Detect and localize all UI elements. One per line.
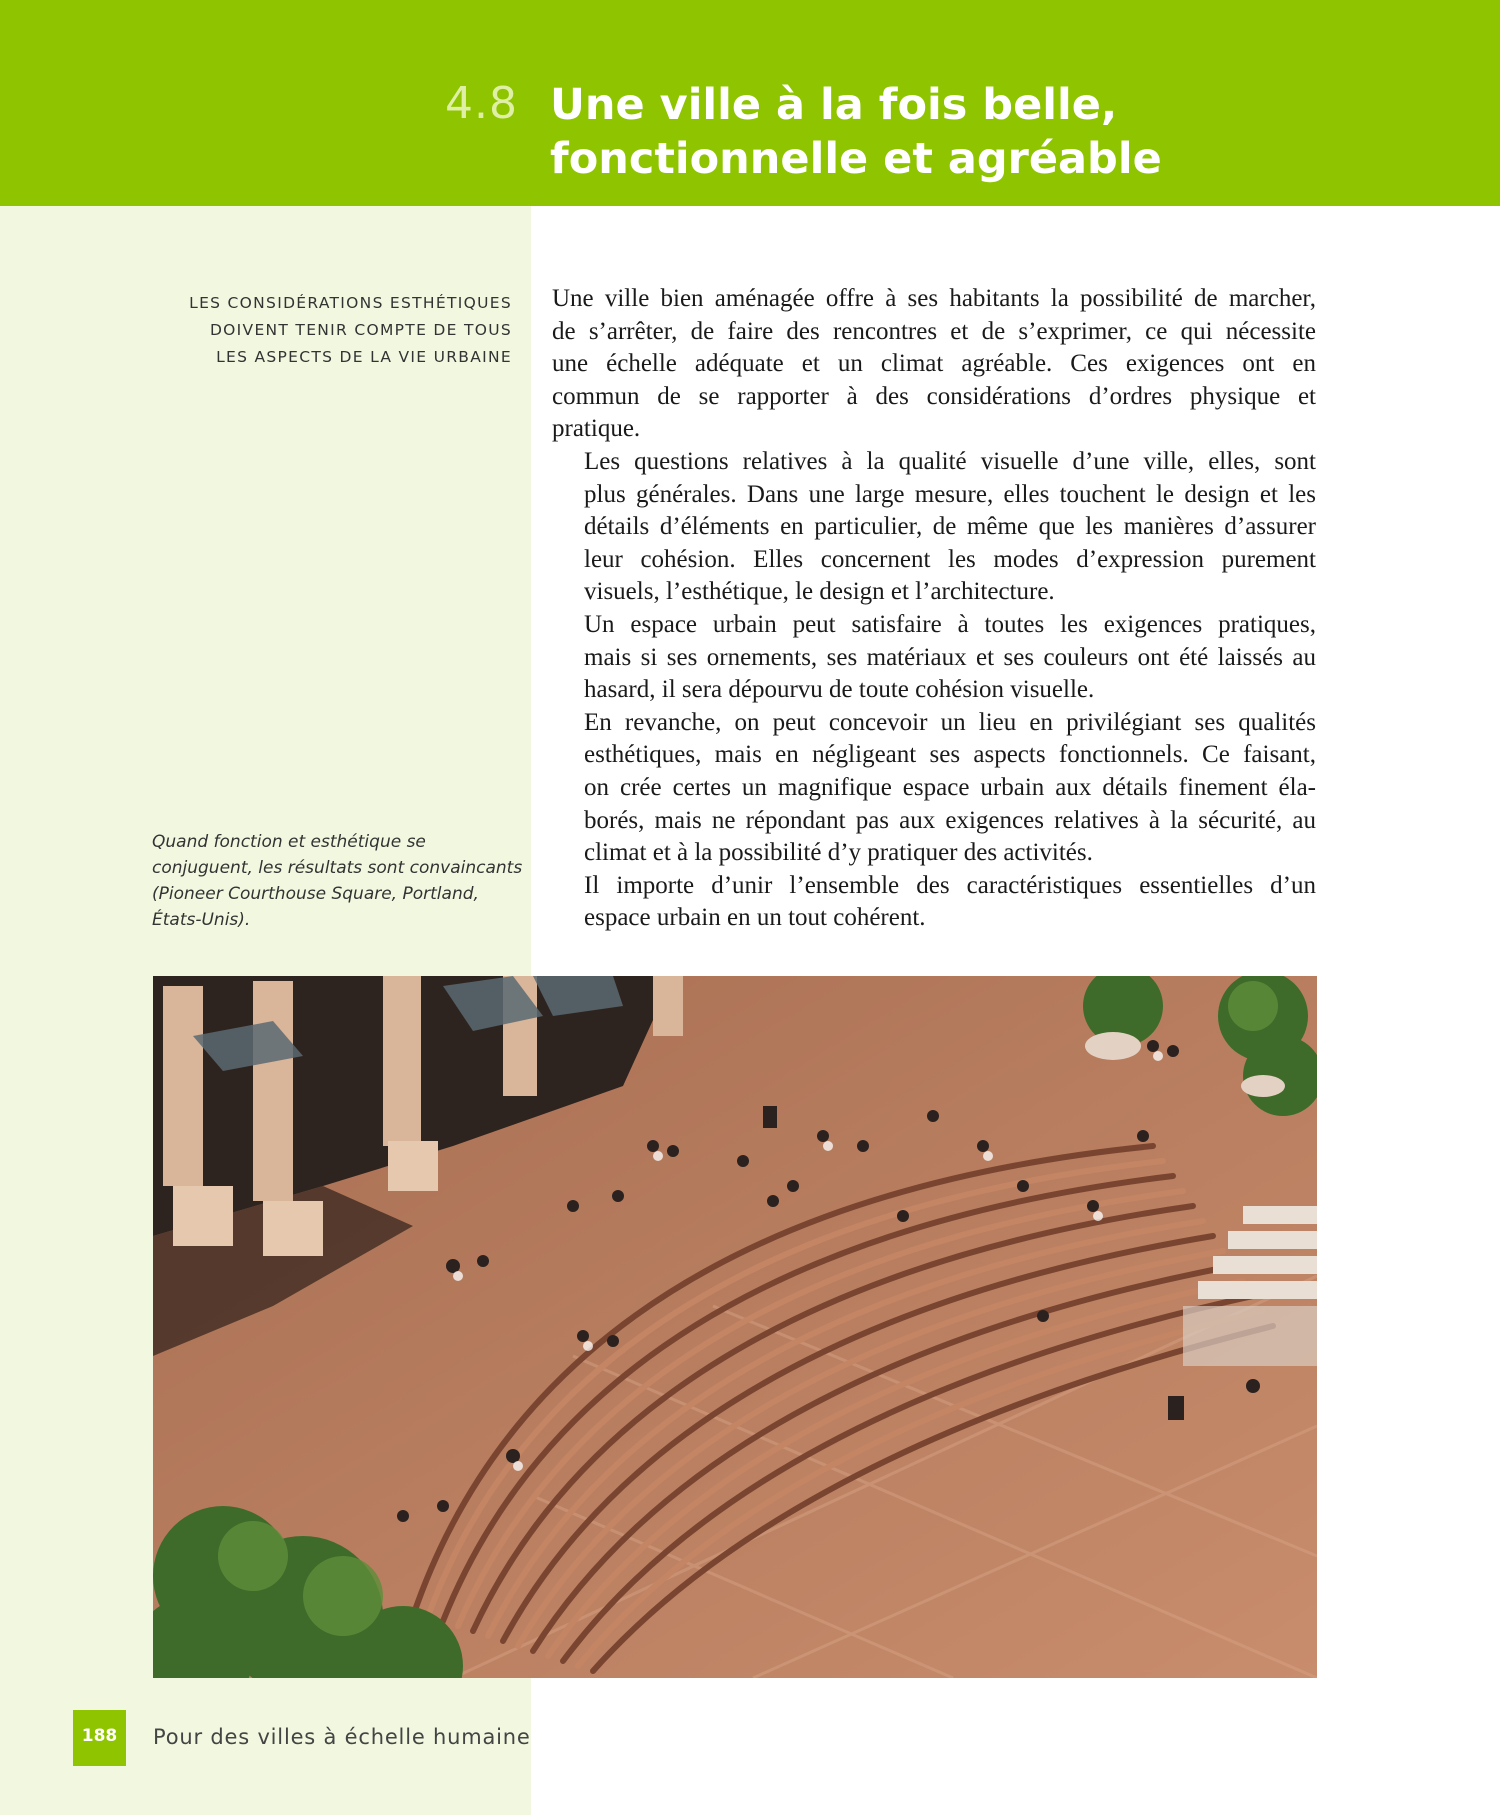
photo-caption bbox=[152, 829, 522, 933]
body-text bbox=[552, 283, 1316, 935]
sidenote bbox=[150, 290, 512, 371]
caption-line: États-Unis). bbox=[152, 910, 251, 930]
paragraph bbox=[552, 870, 1316, 935]
text-line: mais si ses ornements, ses matériaux et ses couleurs ont été laissés au bbox=[584, 643, 1316, 671]
paragraph bbox=[552, 446, 1316, 609]
text-line: détails d’éléments en particulier, de même que les manières d’assurer bbox=[584, 513, 1316, 541]
paragraph bbox=[552, 609, 1316, 707]
text-line: Les questions relatives à la qualité visuelle d’une ville, elles, sont bbox=[584, 447, 1316, 475]
sidenote-line: LES CONSIDÉRATIONS ESTHÉTIQUES bbox=[189, 294, 512, 312]
plaza-photo bbox=[153, 976, 1317, 1678]
text-line: plus générales. Dans une large mesure, elles touchent le design et les bbox=[584, 480, 1316, 508]
paragraph bbox=[552, 707, 1316, 870]
sidenote-line: DOIVENT TENIR COMPTE DE TOUS bbox=[209, 321, 512, 339]
text-line: Un espace urbain peut satisfaire à toutes les exigences pratiques, bbox=[584, 610, 1316, 638]
text-line: hasard, il sera dépourvu de toute cohésion visuelle. bbox=[584, 676, 1095, 704]
chapter-title-line: Une ville à la fois belle, bbox=[550, 80, 1118, 130]
caption-line: Quand fonction et esthétique se bbox=[152, 832, 426, 852]
plaza-illustration bbox=[153, 976, 1317, 1678]
text-line: commun de se rapporter à des considérations d’ordres physique et bbox=[552, 382, 1316, 410]
page-number-badge bbox=[73, 1710, 126, 1766]
text-line: climat et à la possibilité d’y pratiquer des activités. bbox=[584, 839, 1093, 867]
chapter-number: 4.8 bbox=[445, 78, 518, 129]
text-line: esthétiques, mais en négligeant ses aspects fonctionnels. Ce faisant, bbox=[584, 741, 1316, 769]
chapter-title bbox=[550, 78, 1162, 186]
text-line: Une ville bien aménagée offre à ses habitants la possibilité de marcher, bbox=[552, 285, 1316, 312]
page-number: 188 bbox=[81, 1726, 118, 1746]
text-line: leur cohésion. Elles concernent les modes d’expression purement bbox=[584, 545, 1316, 573]
text-line: pratique. bbox=[552, 415, 641, 443]
text-line: de s’arrêter, de faire des rencontres et de s’exprimer, ce qui nécessite bbox=[552, 317, 1316, 345]
text-line: borés, mais ne répondant pas aux exigences relatives à la sécurité, au bbox=[584, 806, 1316, 834]
text-line: une échelle adéquate et un climat agréable. Ces exigences ont en bbox=[552, 350, 1316, 378]
caption-line: (Pioneer Courthouse Square, Portland, bbox=[152, 884, 479, 904]
text-line: espace urbain en un tout cohérent. bbox=[584, 904, 926, 932]
text-line: Il importe d’unir l’ensemble des caractéristiques essentielles d’un bbox=[584, 871, 1316, 899]
chapter-title-line: fonctionnelle et agréable bbox=[550, 134, 1162, 184]
sidenote-line: LES ASPECTS DE LA VIE URBAINE bbox=[216, 348, 512, 366]
caption-line: conjuguent, les résultats sont convaincants bbox=[152, 858, 523, 878]
running-footer: Pour des villes à échelle humaine bbox=[153, 1725, 531, 1749]
text-line: on crée certes un magnifique espace urbain aux détails finement éla- bbox=[584, 773, 1316, 801]
paragraph bbox=[552, 283, 1316, 446]
text-line: visuels, l’esthétique, le design et l’architecture. bbox=[584, 578, 1055, 606]
text-line: En revanche, on peut concevoir un lieu en privilégiant ses qualités bbox=[584, 708, 1316, 736]
